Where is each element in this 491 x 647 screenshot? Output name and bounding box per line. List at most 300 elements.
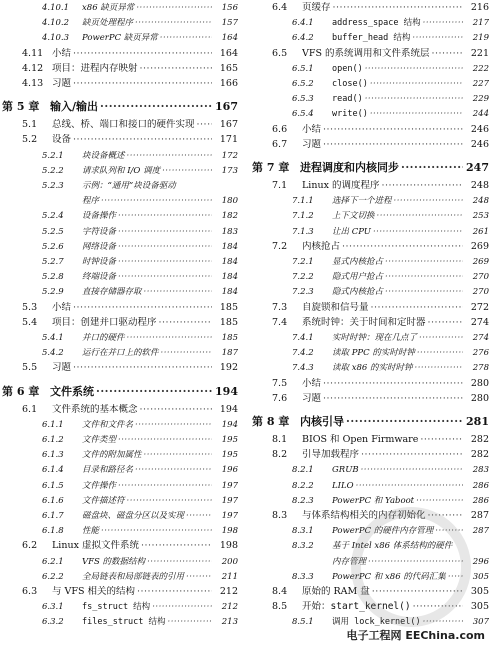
toc-number: 8.5 [272, 601, 288, 613]
toc-leader-dots [417, 347, 463, 359]
toc-title: 小结 [52, 301, 72, 313]
toc-page-number: 270 [472, 272, 489, 283]
toc-page-number: 282 [470, 434, 489, 445]
toc-page-number: 197 [221, 495, 238, 506]
toc-title: 系统时钟：关于时间和定时器 [302, 316, 426, 328]
toc-entry [250, 124, 491, 136]
toc-page-number: 156 [221, 3, 238, 13]
toc-number: 8.3 [272, 510, 288, 521]
toc-page-number: 248 [472, 196, 489, 207]
toc-entry [0, 119, 240, 131]
toc-number: 4.13 [22, 78, 44, 89]
toc-number: 6.1.5 [42, 480, 64, 491]
toc-title: 习题 [52, 362, 72, 374]
toc-title: 文件系统 [50, 384, 94, 398]
toc-page-number: 165 [219, 62, 238, 74]
toc-entry [250, 78, 491, 90]
toc-entry [0, 150, 240, 162]
toc-page-number: 274 [472, 333, 489, 343]
toc-page-number: 187 [221, 348, 238, 359]
toc-number: 8.5.1 [292, 617, 314, 628]
toc-page-number: 286 [472, 495, 489, 506]
toc-page-number: 305 [470, 601, 489, 613]
toc-number: 6.3.2 [42, 617, 64, 628]
toc-page-number: 164 [219, 47, 238, 59]
toc-leader-dots [381, 180, 463, 192]
toc-title: 时钟设备 [82, 257, 117, 267]
toc-entry [0, 571, 240, 583]
toc-title: 全局链表和局部链表的引用 [82, 571, 185, 582]
toc-entry [250, 510, 491, 522]
toc-page-number: 194 [221, 419, 238, 430]
toc-title: 小结 [302, 123, 322, 135]
toc-number: 第 5 章 [2, 100, 40, 114]
toc-leader-dots [385, 286, 463, 298]
toc-entry [250, 195, 491, 207]
toc-number: 第 8 章 [252, 415, 290, 428]
toc-number: 5.2.8 [42, 272, 64, 283]
toc-title: 请求队列和 I/O 调度 [82, 165, 161, 176]
toc-page-number: 198 [219, 540, 238, 552]
toc-number: 6.5 [272, 47, 288, 59]
toc-number: 5.4.1 [42, 333, 64, 343]
toc-page-number: 282 [470, 449, 489, 461]
toc-entry [0, 2, 240, 14]
toc-page-number: 212 [219, 586, 238, 597]
toc-leader-dots [419, 332, 463, 344]
toc-page-number: 307 [472, 617, 489, 628]
toc-number: 6.5.3 [292, 94, 314, 105]
toc-title: Linux 的调度程序 [302, 180, 380, 191]
toc-title: buffer_head 结构 [332, 33, 411, 44]
toc-title: 示例：“通用”块设备驱动 [82, 181, 176, 191]
toc-title: 文件类型 [82, 435, 117, 445]
toc-leader-dots [323, 378, 463, 390]
toc-page-number: 269 [472, 257, 489, 267]
toc-entry [0, 302, 240, 314]
toc-entry [0, 286, 240, 298]
toc-title: 性能 [82, 526, 100, 537]
toc-title: 目录和路径名 [82, 465, 134, 476]
toc-entry [250, 449, 491, 461]
toc-number: 7.4 [272, 316, 288, 328]
toc-page-number: 192 [219, 362, 238, 374]
toc-number: 7.4.1 [292, 333, 314, 343]
toc-number: 5.3 [22, 301, 38, 313]
toc-title: 与 VFS 相关的结构 [52, 586, 135, 597]
watermark-text: 电子工程网 EEChina.com [346, 629, 485, 642]
toc-title: 总线、桥、端口和接口的硬件实现 [52, 119, 195, 131]
toc-entry [0, 17, 240, 29]
toc-leader-dots [118, 480, 212, 492]
toc-number: 8.2 [272, 449, 288, 461]
toc-page-number: 222 [472, 63, 489, 74]
toc-number: 7.2.2 [292, 272, 314, 283]
toc-leader-dots [159, 317, 212, 329]
toc-entry [250, 139, 491, 151]
toc-entry [0, 556, 240, 568]
toc-title: 实时时钟：现在几点了 [332, 333, 418, 343]
toc-page-number: 221 [470, 47, 489, 59]
toc-entry [0, 134, 240, 146]
toc-leader-dots [127, 332, 212, 344]
toc-title: 开始：start_kernel() [302, 601, 411, 613]
toc-leader-dots [101, 195, 212, 207]
toc-page-number: 261 [472, 226, 489, 237]
toc-page-number: 287 [472, 526, 489, 537]
toc-leader-dots [73, 48, 212, 60]
toc-page-number: 194 [215, 384, 238, 398]
toc-number: 6.1.7 [42, 511, 64, 521]
toc-leader-dots [160, 32, 212, 44]
toc-number: 5.2.1 [42, 150, 64, 161]
toc-entry [250, 286, 491, 298]
toc-title: fs_struct 结构 [82, 602, 151, 613]
toc-number: 7.5 [272, 377, 288, 389]
toc-title: 项目：进程内存映射 [52, 62, 138, 74]
watermark [0, 625, 491, 647]
toc-entry [0, 419, 240, 431]
toc-number: 6.5.2 [292, 79, 314, 89]
toc-page-number: 287 [470, 510, 489, 521]
toc-entry [250, 63, 491, 75]
toc-title: 设备操作 [82, 211, 117, 222]
toc-leader-dots [415, 362, 463, 374]
toc-entry [250, 317, 491, 329]
toc-leader-dots [346, 414, 463, 429]
toc-number: 6.6 [272, 123, 288, 135]
toc-chapter [250, 414, 491, 429]
toc-title: 进程调度和内核同步 [300, 161, 399, 174]
toc-page-number: 184 [221, 287, 238, 298]
toc-page-number: 280 [470, 392, 489, 404]
toc-page-number: 278 [472, 363, 489, 374]
toc-entry [250, 464, 491, 476]
toc-page-number: 200 [221, 556, 238, 567]
toc-page-number: 211 [221, 571, 238, 582]
toc-leader-dots [118, 241, 212, 253]
toc-title: 终端设备 [82, 272, 117, 283]
toc-title: 字符设备 [82, 226, 117, 237]
toc-leader-dots [420, 434, 463, 446]
toc-page-number: 183 [221, 226, 238, 237]
toc-page-number: 213 [221, 617, 238, 628]
toc-leader-dots [365, 63, 463, 75]
toc-leader-dots [197, 119, 212, 131]
toc-entry [0, 332, 240, 344]
toc-page-number: 173 [221, 165, 238, 176]
toc-title: 内核抢占 [302, 240, 341, 252]
toc-title: 内核引导 [300, 415, 344, 428]
toc-number: 7.2.1 [292, 257, 314, 267]
toc-entry [0, 317, 240, 329]
toc-number: 6.1.4 [42, 465, 64, 476]
toc-number: 5.2 [22, 134, 38, 146]
toc-number: 8.3.1 [292, 526, 314, 537]
toc-leader-dots [140, 63, 212, 75]
toc-entry [0, 464, 240, 476]
toc-entry [250, 241, 491, 253]
toc-number: 6.4.2 [292, 33, 314, 44]
toc-leader-dots [140, 404, 212, 416]
toc-number: 4.10.2 [42, 18, 70, 29]
toc-leader-dots [412, 32, 463, 44]
toc-page-number: 164 [221, 33, 238, 44]
toc-chapter [0, 99, 240, 114]
toc-entry [250, 108, 491, 120]
toc-entry [0, 480, 240, 492]
toc-leader-dots [73, 362, 212, 374]
toc-entry [0, 347, 240, 359]
toc-leader-dots [323, 139, 463, 151]
toc-leader-dots [361, 449, 463, 461]
toc-page-number: 157 [221, 18, 238, 29]
toc-number: 6.2.1 [42, 556, 64, 567]
toc-leader-dots [401, 160, 463, 175]
toc-leader-dots [118, 271, 212, 283]
toc-entry [250, 32, 491, 44]
toc-entry [0, 601, 240, 613]
toc-title: 页缓存 [302, 2, 331, 13]
toc-page-number: 195 [221, 450, 238, 461]
toc-page-number: 198 [221, 526, 238, 537]
toc-title: 引导加载程序 [302, 449, 360, 461]
toc-number: 5.2.4 [42, 211, 64, 222]
toc-entry [0, 241, 240, 253]
toc-title: VFS 的数据结构 [82, 556, 146, 567]
toc-title: 让出 CPU [332, 226, 371, 237]
toc-number: 6.1.2 [42, 435, 64, 445]
toc-title: VFS 的系统调用和文件系统层 [302, 47, 430, 59]
toc-page-number: 194 [219, 403, 238, 415]
toc-title: 块设备概述 [82, 150, 125, 161]
toc-number: 5.2.6 [42, 241, 64, 252]
toc-leader-dots [365, 93, 463, 105]
toc-entry [0, 540, 240, 552]
toc-number: 6.2 [22, 540, 38, 552]
toc-page-number: 276 [472, 348, 489, 359]
toc-number: 5.4.2 [42, 348, 64, 359]
toc-title: 小结 [302, 377, 322, 389]
toc-title: 文件描述符 [82, 495, 125, 506]
toc-page-number: 305 [472, 571, 489, 582]
watermark-logo-icon [351, 507, 471, 627]
toc-number: 4.10.1 [42, 3, 70, 13]
toc-page-number: 185 [219, 316, 238, 328]
toc-entry [0, 32, 240, 44]
toc-leader-dots [135, 419, 212, 431]
toc-leader-dots [118, 434, 212, 446]
toc-entry [0, 48, 240, 60]
toc-page-number: 216 [470, 2, 489, 13]
toc-leader-dots [162, 165, 212, 177]
toc-leader-dots [118, 210, 212, 222]
toc-entry [250, 180, 491, 192]
toc-leader-dots [135, 464, 212, 476]
toc-entry [0, 271, 240, 283]
toc-title: 显式内核抢占 [332, 257, 384, 267]
toc-entry [0, 495, 240, 507]
toc-page-number: 280 [470, 377, 489, 389]
toc-page-number: 246 [470, 138, 489, 150]
toc-page-number: 274 [470, 316, 489, 328]
toc-number: 第 6 章 [2, 384, 40, 398]
toc-title: write() [332, 109, 368, 120]
toc-page-number: 196 [221, 465, 238, 476]
toc-leader-dots [431, 48, 463, 60]
toc-number: 第 7 章 [252, 161, 290, 174]
toc-leader-dots [118, 256, 212, 268]
toc-page-number: 217 [472, 18, 489, 29]
toc-title: close() [332, 79, 368, 89]
toc-number: 8.2.1 [292, 465, 314, 476]
toc-title: 基于 Intel x86 体系结构的硬件 [332, 541, 453, 552]
toc-title: 并口的硬件 [82, 333, 125, 343]
toc-number: 5.2.9 [42, 287, 64, 298]
toc-entry [0, 195, 240, 207]
toc-leader-dots [141, 540, 212, 552]
toc-leader-dots [144, 449, 212, 461]
toc-entry [0, 256, 240, 268]
toc-leader-dots [73, 302, 212, 314]
toc-page-number: 253 [472, 211, 489, 222]
toc-chapter [0, 384, 240, 399]
toc-entry [250, 495, 491, 507]
toc-entry [0, 404, 240, 416]
toc-title: PowerPC 的硬件内存管理 [332, 526, 434, 537]
toc-entry [250, 256, 491, 268]
toc-leader-dots [127, 495, 212, 507]
toc-number: 5.2.7 [42, 257, 64, 267]
toc-leader-dots [323, 124, 463, 136]
toc-leader-dots [118, 226, 212, 238]
toc-entry [250, 434, 491, 446]
toc-number: 6.5.1 [292, 63, 314, 74]
toc-entry [250, 480, 491, 492]
toc-number: 6.3.1 [42, 602, 64, 613]
toc-leader-dots [136, 2, 212, 14]
toc-title: 文件的附加属性 [82, 450, 142, 461]
toc-page-number: 185 [219, 301, 238, 313]
toc-title: 文件和文件名 [82, 419, 134, 430]
toc-entry [0, 226, 240, 238]
toc-page-number: 281 [466, 415, 489, 428]
toc-page-number: 184 [221, 241, 238, 252]
toc-title: 隐式内核抢占 [332, 287, 384, 298]
toc-entry [0, 586, 240, 598]
toc-page-number: 184 [221, 272, 238, 283]
toc-leader-dots [377, 210, 463, 222]
toc-page-number: 227 [472, 79, 489, 89]
toc-number: 6.3 [22, 586, 38, 597]
toc-entry [250, 362, 491, 374]
toc-entry [250, 48, 491, 60]
toc-page-number: 244 [472, 109, 489, 120]
toc-title: 习题 [302, 392, 322, 404]
toc-title: 原始的 RAM 盘 [302, 586, 370, 597]
toc-entry [250, 393, 491, 405]
toc-title: 读取 PPC 的实时时钟 [332, 348, 415, 359]
toc-number: 6.2.2 [42, 571, 64, 582]
toc-number: 5.1 [22, 119, 38, 131]
toc-leader-dots [127, 150, 212, 162]
toc-number: 6.1.1 [42, 419, 64, 430]
toc-number: 8.2.2 [292, 480, 314, 491]
toc-number: 5.2.3 [42, 181, 64, 191]
toc-page-number: 184 [221, 257, 238, 267]
toc-leader-dots [186, 571, 212, 583]
toc-leader-dots [333, 2, 463, 14]
toc-number: 6.5.4 [292, 109, 314, 120]
toc-number: 7.1.3 [292, 226, 314, 237]
toc-title: Linux 虚拟文件系统 [52, 540, 139, 552]
toc-number: 6.1.6 [42, 495, 64, 506]
toc-page-number: 286 [472, 480, 489, 491]
toc-title: 习题 [52, 78, 72, 89]
toc-page-number: 195 [221, 435, 238, 445]
toc-number: 8.3.2 [292, 541, 314, 552]
toc-title: 缺页处理程序 [82, 18, 134, 29]
toc-number: 6.1.8 [42, 526, 64, 537]
toc-title: 直接存储器存取 [82, 287, 142, 298]
toc-title: 程序 [82, 196, 100, 207]
toc-number: 7.1.1 [292, 196, 314, 207]
toc-title: BIOS 和 Open Firmware [302, 434, 419, 445]
toc-number: 6.4.1 [292, 18, 314, 29]
toc-title: 设备 [52, 134, 72, 146]
toc-page-number: 212 [221, 602, 238, 613]
toc-number: 7.2.3 [292, 287, 314, 298]
toc-number: 6.1 [22, 403, 38, 415]
toc-leader-dots [373, 226, 463, 238]
toc-page-number: 167 [219, 119, 238, 131]
toc-title: 习题 [302, 138, 322, 150]
toc-entry [0, 63, 240, 75]
toc-title: LILO [332, 480, 354, 491]
toc-entry [0, 180, 240, 192]
toc-number: 4.11 [22, 47, 44, 59]
toc-leader-dots [144, 286, 212, 298]
toc-number: 7.1 [272, 180, 288, 191]
toc-leader-dots [96, 384, 212, 399]
toc-leader-dots [394, 195, 463, 207]
toc-leader-dots [342, 241, 463, 253]
toc-page-number: 270 [472, 287, 489, 298]
toc-leader-dots [323, 393, 463, 405]
toc-page-number: 180 [221, 196, 238, 207]
toc-page-number: 229 [472, 94, 489, 105]
toc-page-number: 197 [221, 480, 238, 491]
toc-number: 4.12 [22, 62, 44, 74]
toc-leader-dots [370, 108, 463, 120]
toc-entry [0, 210, 240, 222]
toc-page-number: 296 [472, 556, 489, 567]
toc-leader-dots [356, 480, 463, 492]
toc-title: 小结 [52, 47, 72, 59]
toc-title: 文件操作 [82, 480, 117, 491]
toc-page-number: 185 [221, 333, 238, 343]
toc-number: 8.4 [272, 586, 288, 597]
toc-title: 网络设备 [82, 241, 117, 252]
toc-title: PowerPC 缺页异常 [82, 33, 158, 44]
toc-entry [250, 93, 491, 105]
toc-number: 7.4.2 [292, 348, 314, 359]
toc-page-number: 283 [472, 465, 489, 476]
toc-leader-dots [423, 17, 463, 29]
toc-entry [250, 17, 491, 29]
toc-leader-dots [147, 556, 212, 568]
toc-leader-dots [385, 271, 463, 283]
